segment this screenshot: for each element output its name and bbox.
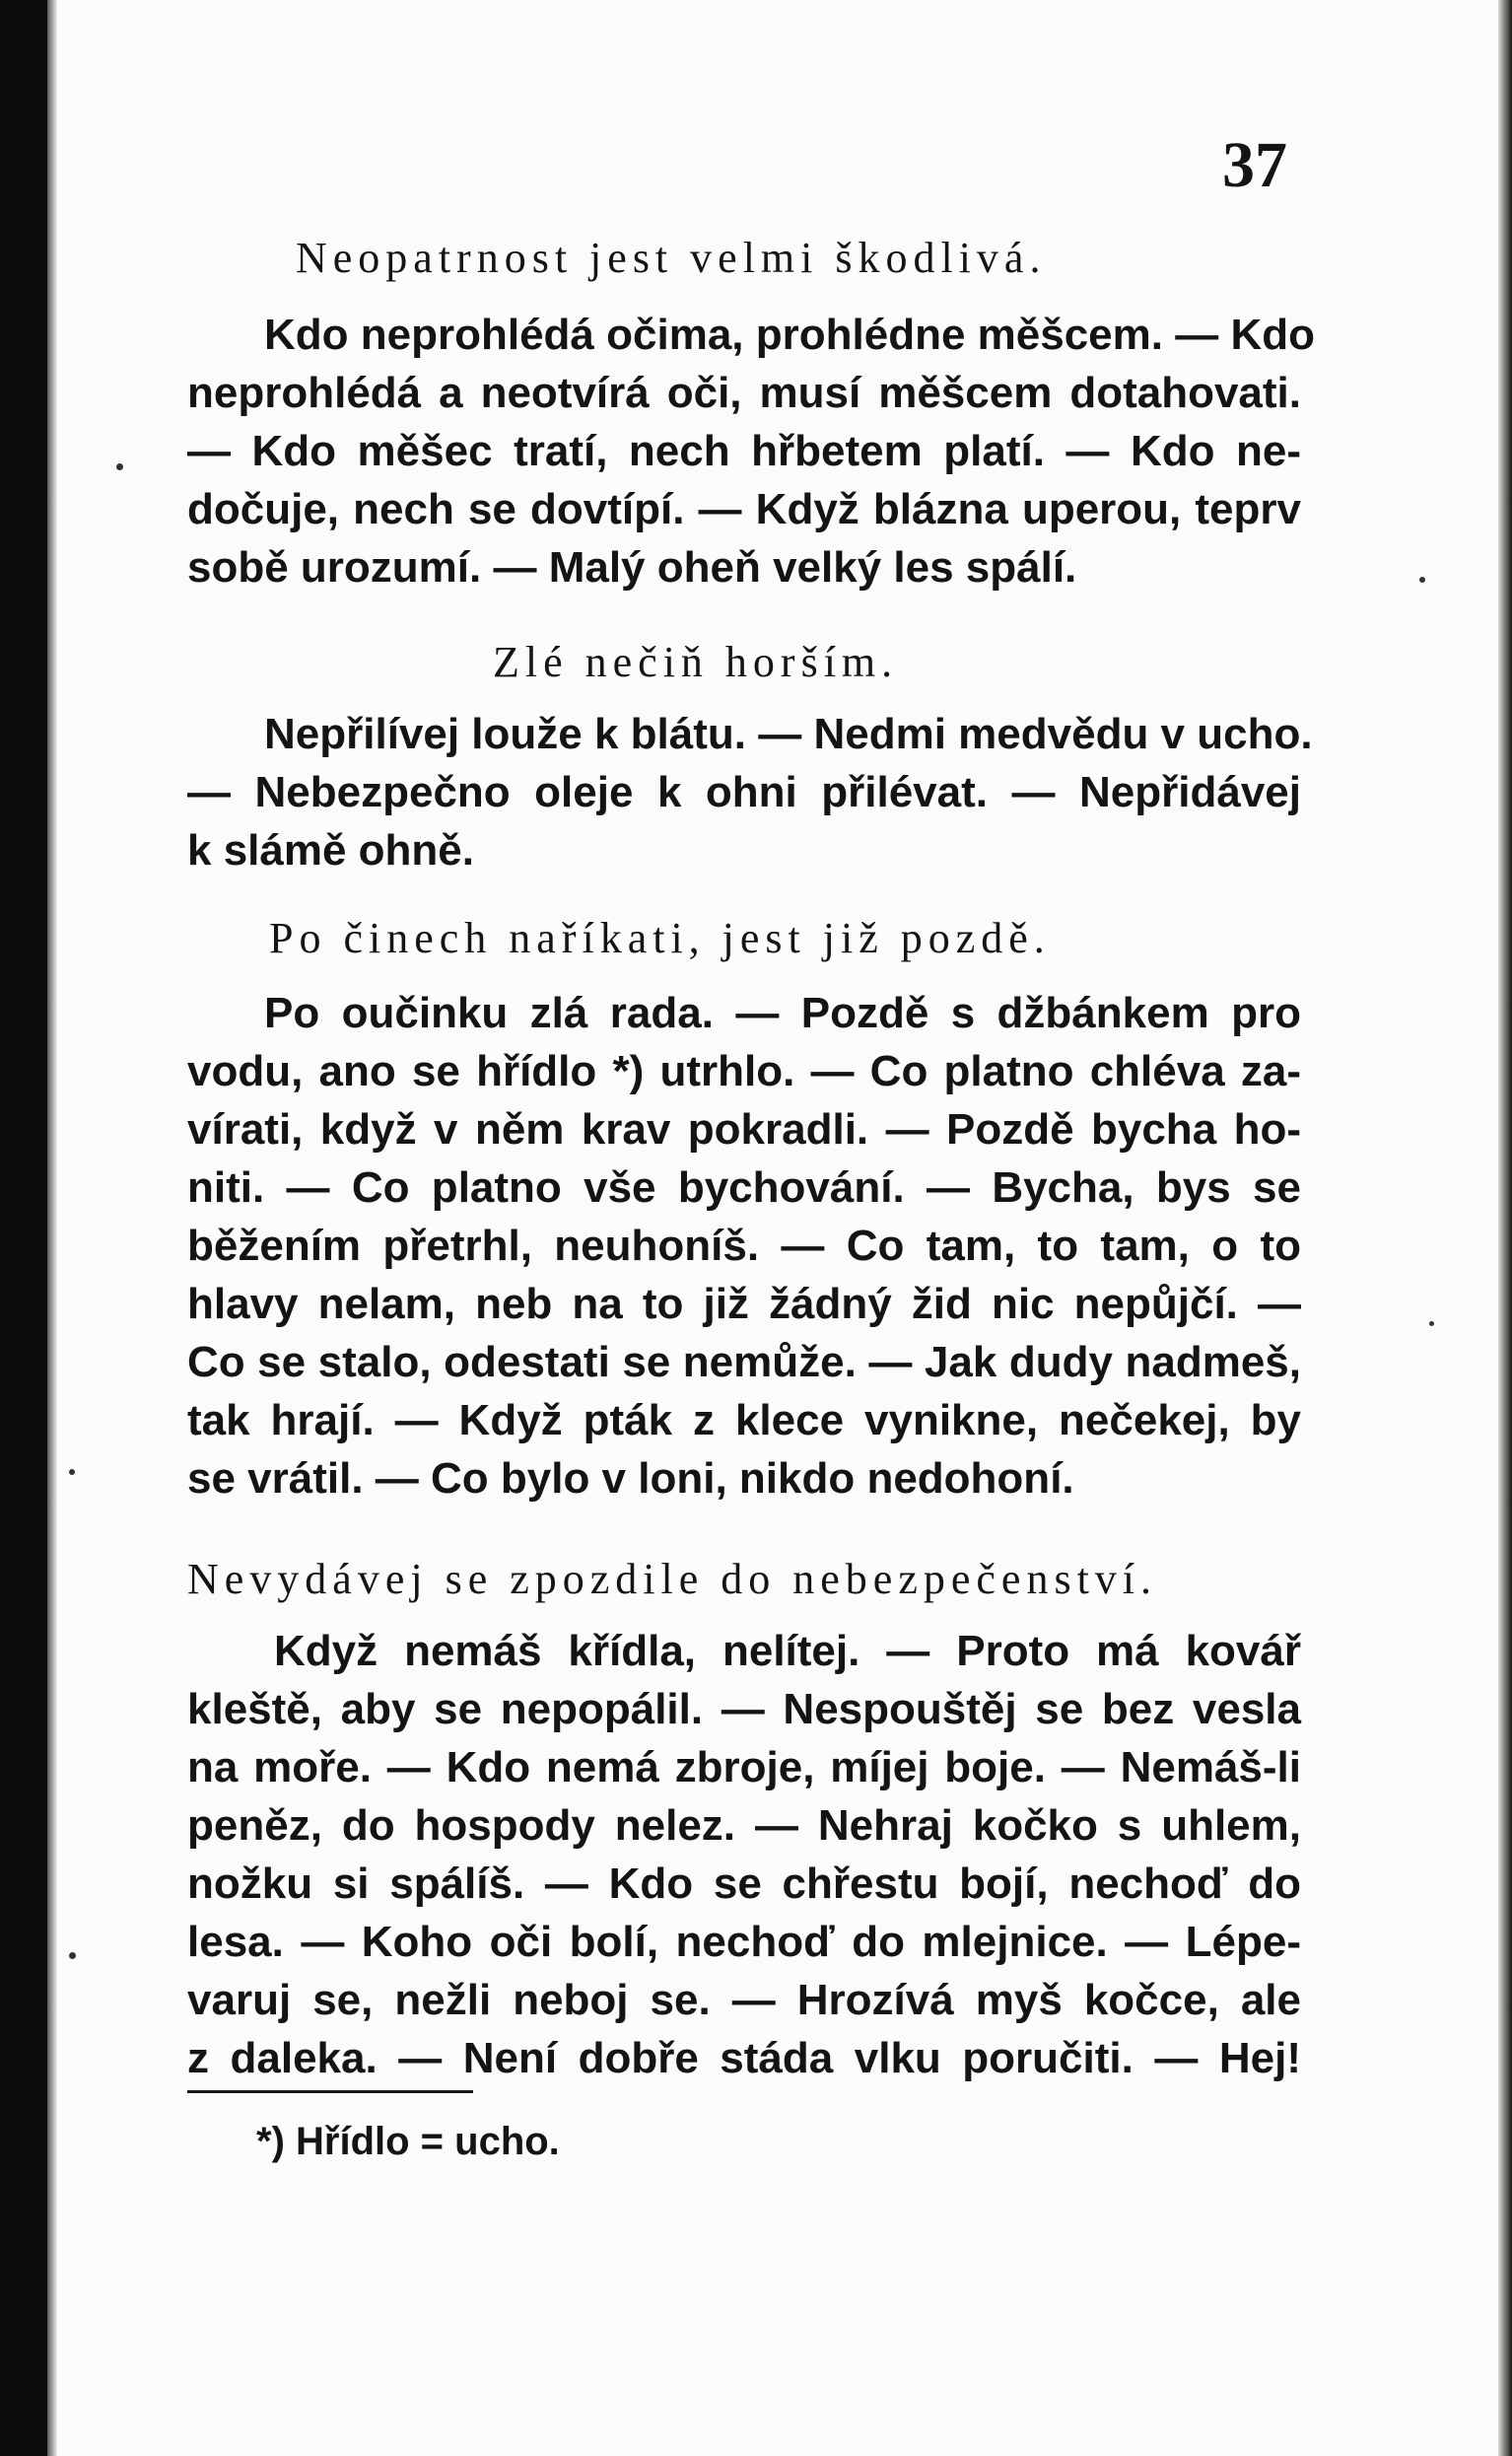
text-line: sobě urozumí. — Malý oheň velký les spálí. <box>187 543 1077 592</box>
text-line: se vrátil. — Co bylo v loni, nikdo nedohoní. <box>187 1454 1074 1503</box>
section-heading: Neopatrnost jest velmi škodlivá. <box>296 234 1047 282</box>
text-line: na moře. — Kdo nemá zbroje, míjej boje. — Nemáš-li <box>187 1743 1301 1791</box>
text-line: Po oučinku zlá rada. — Pozdě s džbánkem pro <box>264 989 1301 1037</box>
section-heading: Zlé nečiň horším. <box>493 638 899 686</box>
text-line: z daleka. — Není dobře stáda vlku poručiti. — Hej! <box>187 2034 1301 2082</box>
text-line: peněz, do hospody nelez. — Nehraj kočko s uhlem, <box>187 1801 1301 1850</box>
footnote: *) Hřídlo = ucho. <box>256 2120 560 2163</box>
text-line: nožku si spálíš. — Kdo se chřestu bojí, nechoď do <box>187 1860 1301 1908</box>
text-line: — Nebezpečno oleje k ohni přilévat. — Nepřidávej <box>187 768 1301 816</box>
text-line: dočuje, nech se dovtípí. — Když blázna uperou, teprv <box>187 485 1301 533</box>
text-line: neprohlédá a neotvírá oči, musí měšcem dotahovati. <box>187 369 1301 417</box>
text-line: — Kdo měšec tratí, nech hřbetem platí. — Kdo ne- <box>187 427 1301 475</box>
section-paragraph <box>187 1622 1301 2087</box>
text-line: Když nemáš křídla, nelítej. — Proto má kovář <box>274 1627 1301 1675</box>
page-edge-shadow <box>1498 0 1512 2456</box>
text-line: vodu, ano se hřídlo *) utrhlo. — Co platno chléva za- <box>187 1047 1301 1095</box>
text-line: niti. — Co platno vše bychování. — Bycha, bys se <box>187 1163 1301 1212</box>
text-line: Co se stalo, odestati se nemůže. — Jak dudy nadmeš, <box>187 1338 1301 1386</box>
print-speck <box>1429 1321 1434 1326</box>
print-speck <box>69 1952 76 1959</box>
section-heading: Po činech naříkati, jest již pozdě. <box>269 914 1051 962</box>
gutter-shading <box>47 0 57 2456</box>
text-line: hlavy nelam, neb na to již žádný žid nic nepůjčí. — <box>187 1280 1301 1328</box>
book-spine-shadow <box>0 0 47 2456</box>
text-line: běžením přetrhl, neuhoníš. — Co tam, to tam, o to <box>187 1222 1301 1270</box>
print-speck <box>1419 577 1425 583</box>
text-line: k slámě ohně. <box>187 826 475 875</box>
text-line: varuj se, nežli neboj se. — Hrozívá myš kočce, ale <box>187 1976 1301 2024</box>
section-heading: Nevydávej se zpozdile do nebezpečenství. <box>187 1555 1158 1603</box>
text-line: lesa. — Koho oči bolí, nechoď do mlejnice. — Lépe- <box>187 1918 1301 1966</box>
text-line: vírati, když v něm krav pokradli. — Pozdě bycha ho- <box>187 1105 1301 1154</box>
text-line: tak hrají. — Když pták z klece vynikne, nečekej, by <box>187 1396 1301 1444</box>
footnote-divider <box>187 2090 473 2093</box>
print-speck <box>116 463 123 470</box>
text-line: Nepřilívej louže k blátu. — Nedmi medvědu v ucho. <box>264 710 1313 758</box>
section-paragraph <box>187 306 1315 596</box>
print-speck <box>69 1469 75 1475</box>
section-paragraph <box>187 984 1301 1508</box>
page-number: 37 <box>1222 129 1287 201</box>
section-paragraph <box>187 705 1313 879</box>
text-line: kleště, aby se nepopálil. — Nespouštěj se bez vesla <box>187 1685 1301 1733</box>
text-line: Kdo neprohlédá očima, prohlédne měšcem. — Kdo <box>264 311 1315 359</box>
